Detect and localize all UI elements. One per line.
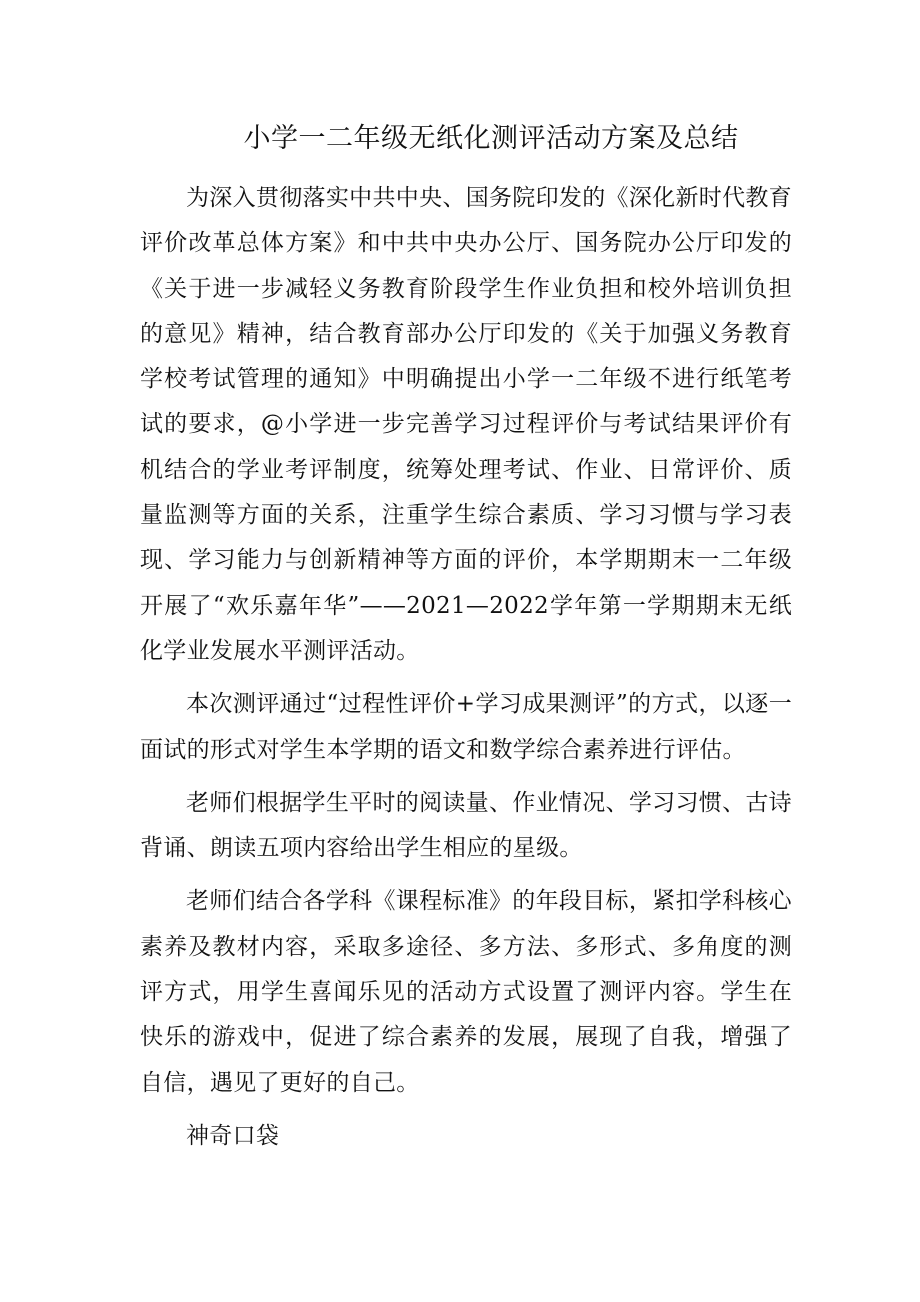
document-body [140, 176, 792, 1167]
paragraph-stars: 老师们根据学生平时的阅读量、作业情况、学习习惯、古诗背诵、朗读五项内容给出学生相应的星级。 [140, 789, 792, 862]
paragraph-intro: 为深入贯彻落实中共中央、国务院印发的《深化新时代教育评价改革总体方案》和中共中央办公厅、国务院办公厅印发的《关于进一步减轻义务教育阶段学生作业负担和校外培训负担的意见》精神，结合教育部办公厅印发的《关于加强义务教育学校考试管理的通知》中明确提出小学一二年级不进行纸笔考试的要求，@小学进一步完善学习过程评价与考试结果评价有机结合的学业考评制度，统筹处理考试、作业、日常评价、质量监测等方面的关系，注重学生综合素质、学习习惯与学习表现、学习能力与创新精神等方面的评价，本学期期末一二年级开展了“欢乐嘉年华”——2021—2022学年第一学期期末无纸化学业发展水平测评活动。 [140, 185, 792, 664]
document-title: 小学一二年级无纸化测评活动方案及总结 [243, 123, 739, 154]
paragraph-method: 本次测评通过“过程性评价+学习成果测评”的方式，以逐一面试的形式对学生本学期的语文和数学综合素养进行评估。 [140, 691, 792, 763]
section-heading-magic-pocket: 神奇口袋 [186, 1122, 280, 1149]
paragraph-activities: 老师们结合各学科《课程标准》的年段目标，紧扣学科核心素养及教材内容，采取多途径、多方法、多形式、多角度的测评方式，用学生喜闻乐见的活动方式设置了测评内容。学生在快乐的游戏中，促进了综合素养的发展，展现了自我，增强了自信，遇见了更好的自己。 [140, 888, 792, 1096]
